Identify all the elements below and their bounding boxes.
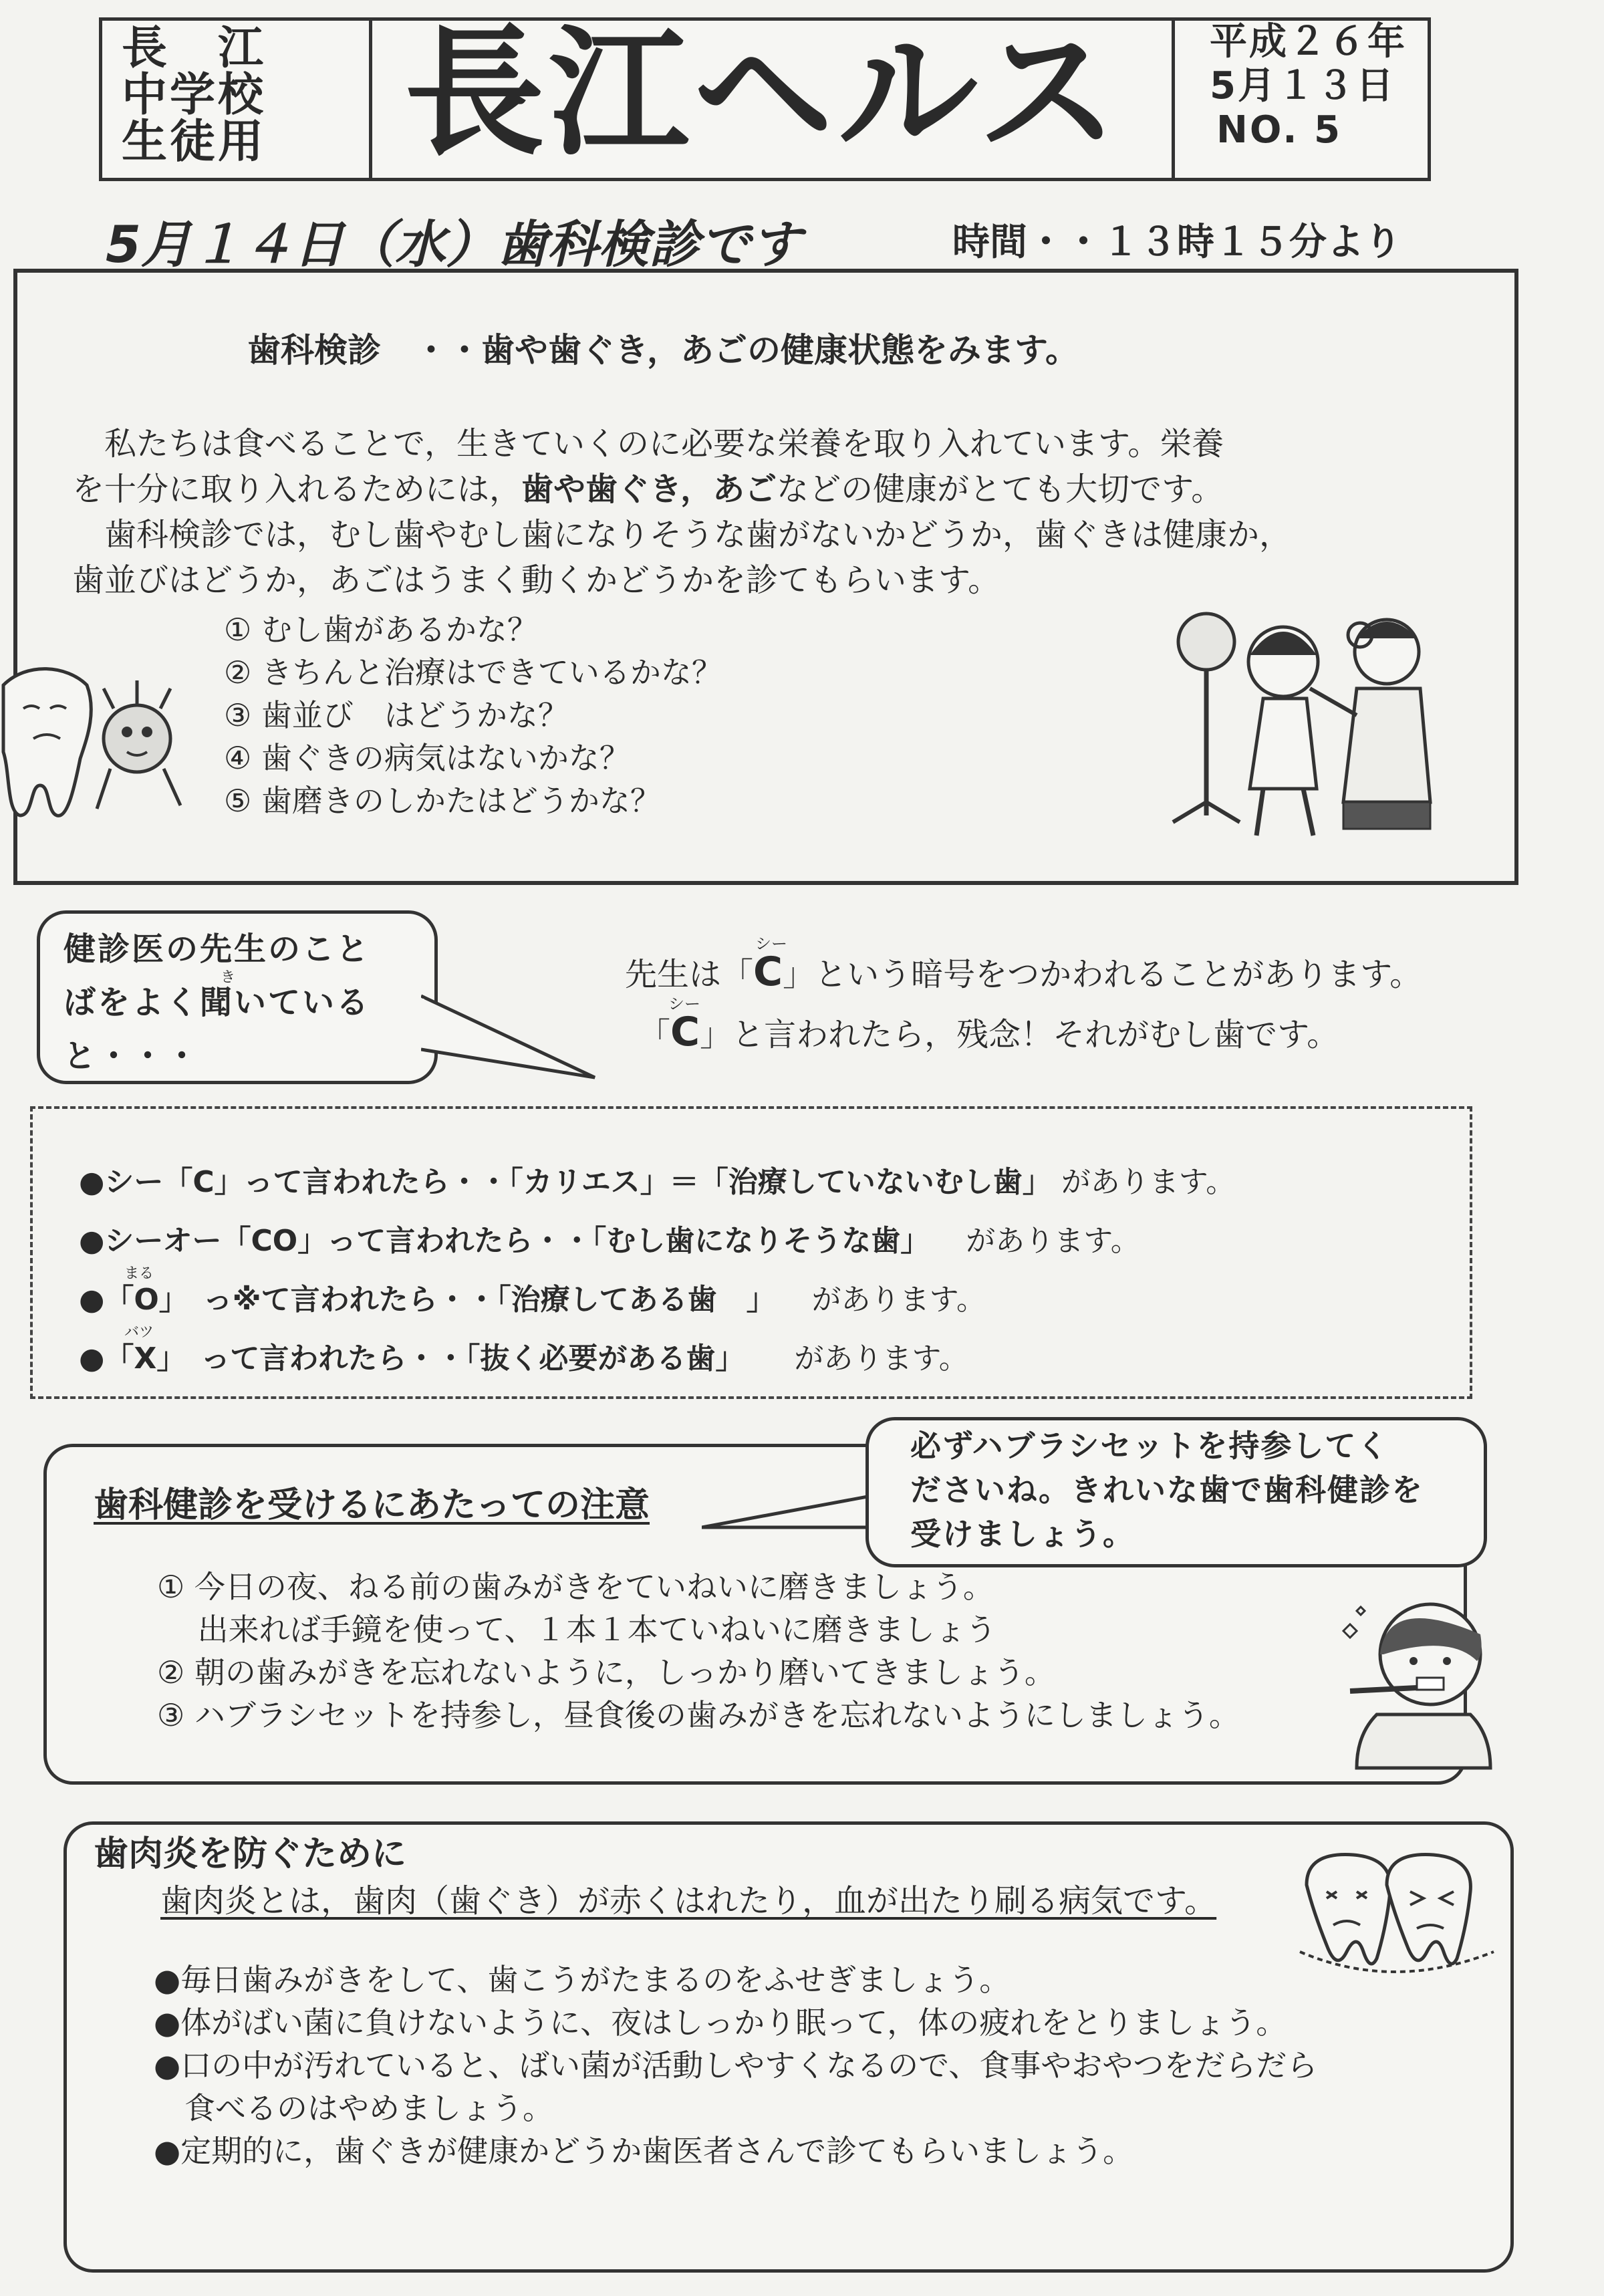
code-suffix: があります。 xyxy=(966,1224,1140,1258)
bubble-tail xyxy=(421,976,602,1083)
tooth-and-germ-illustration xyxy=(0,658,200,832)
girl-brushing-teeth-illustration xyxy=(1337,1591,1497,1778)
code-definition: ●「O」 っ※て言われたら・・「治療してある歯 」 xyxy=(79,1283,776,1317)
code-row xyxy=(79,1212,1235,1271)
intro-text: 先生は「 xyxy=(625,956,754,993)
bubble-tail xyxy=(702,1487,882,1547)
exam-time: 時間・・１３時１５分より xyxy=(952,221,1401,264)
note-item: ① 今日の夜、ねる前の歯みがきをていねいに磨きましょう。 xyxy=(157,1569,994,1605)
exam-info-paragraph xyxy=(72,421,1291,603)
code-suffix: があります。 xyxy=(1061,1165,1236,1199)
date-day: 5月１３日 xyxy=(1210,64,1395,108)
code-definition: ●シー「C」って言われたら・・「カリエス」＝「治療していないむし歯」 xyxy=(79,1165,1052,1199)
ruby-batsu: バツ xyxy=(124,1324,154,1341)
code-intro-line1 xyxy=(625,949,1422,997)
gingivitis-tips xyxy=(154,1958,1317,2172)
issue-number: NO. 5 xyxy=(1216,108,1342,152)
ruby-maru: まる xyxy=(124,1265,154,1282)
note-item: ② 朝の歯みがきを忘れないように，しっかり磨いてきましょう。 xyxy=(157,1654,1055,1690)
code-definition: ●シーオー「CO」って言われたら・・「むし歯になりそうな歯」 xyxy=(79,1224,930,1258)
intro-text: 」という暗号をつかわれることがあります。 xyxy=(783,956,1422,993)
code-suffix: があります。 xyxy=(811,1283,986,1317)
tip-item: 食べるのはやめましょう。 xyxy=(154,2090,553,2126)
gingivitis-heading: 歯肉炎を防ぐために xyxy=(94,1834,407,1874)
exam-notes-heading: 歯科健診を受けるにあたっての注意 xyxy=(94,1485,650,1525)
tip-item: ●毎日歯みがきをして、歯こうがたまるのをふせぎましょう。 xyxy=(154,1962,1011,1998)
bubble-line: 受けましょう。 xyxy=(910,1516,1135,1552)
tip-item: ●定期的に，歯ぐきが健康かどうか歯医者さんで診てもらいましょう。 xyxy=(154,2133,1134,2169)
checklist-item: ⑤ 歯磨きのしかたはどうかな？ xyxy=(224,783,661,819)
paragraph-line: 私たちは食べることで，生きていくのに必要な栄養を取り入れています。栄養 xyxy=(72,425,1224,463)
bubble-line: と・・・ xyxy=(63,1037,200,1075)
code-intro-line2 xyxy=(638,1009,1339,1057)
bubble-line: ださいね。きれいな歯で歯科健診を xyxy=(910,1472,1424,1508)
tip-item: ●口の中が汚れていると、ばい菌が活動しやすくなるので、食事やおやつをだらだら xyxy=(154,2047,1318,2083)
code-list xyxy=(79,1153,1235,1388)
paragraph-line: 歯並びはどうか，あごはうまく動くかどうかを診てもらいます。 xyxy=(72,561,1000,599)
exam-notes-list xyxy=(157,1565,1240,1737)
toothbrush-reminder xyxy=(910,1424,1424,1556)
paragraph-line xyxy=(72,467,1291,512)
dentist-checkup-illustration xyxy=(1163,602,1470,849)
checklist-item: ② きちんと治療はできているかな？ xyxy=(224,654,722,690)
tip-item: ●体がばい菌に負けないように、夜はしっかり眠って，体の疲れをとりましょう。 xyxy=(154,2005,1287,2041)
intro-text: 」と言われたら，残念！それがむし歯です。 xyxy=(700,1016,1339,1053)
checklist-item: ③ 歯並び はどうかな？ xyxy=(224,697,569,733)
code-row xyxy=(79,1324,1235,1388)
intro-text: 「 xyxy=(638,1016,671,1053)
checklist-item: ① むし歯があるかな？ xyxy=(224,612,538,648)
paragraph-text: などの健康がとても大切です。 xyxy=(777,471,1224,508)
exam-headline: 5月１４日（水）歯科検診です xyxy=(106,215,801,274)
paragraph-text: を十分に取り入れるためには， xyxy=(72,471,522,508)
code-suffix: があります。 xyxy=(794,1342,968,1376)
code-c: C xyxy=(670,1009,700,1055)
paragraph-line: 歯科検診では，むし歯やむし歯になりそうな歯がないかどうか，歯ぐきは健康か， xyxy=(72,516,1292,553)
school-name xyxy=(122,22,267,168)
checklist xyxy=(224,608,722,822)
checklist-item: ④ 歯ぐきの病気はないかな？ xyxy=(224,740,630,776)
school-line: 長 江 xyxy=(122,22,267,75)
speech-bubble-text xyxy=(63,922,370,1083)
school-line: 生徒用 xyxy=(122,116,267,168)
code-row xyxy=(79,1265,1235,1329)
bubble-line: 健診医の先生のこと xyxy=(63,930,371,968)
ruby-c: シー xyxy=(668,995,700,1013)
exam-info-heading: 歯科検診 ・・歯や歯ぐき，あごの健康状態をみます。 xyxy=(247,331,1079,370)
note-item: ③ ハブラシセットを持参し，昼食後の歯みがきを忘れないようにしましょう。 xyxy=(157,1697,1240,1733)
issue-date xyxy=(1210,20,1407,152)
sad-teeth-illustration xyxy=(1287,1845,1500,1979)
code-c: C xyxy=(753,948,783,995)
code-definition: ●「X」 って言われたら・・「抜く必要がある歯」 xyxy=(79,1342,745,1376)
note-item: 出来れば手鏡を使って、１本１本ていねいに磨きましょう xyxy=(157,1612,996,1648)
school-line: 中学校 xyxy=(122,69,267,122)
ruby-c: シー xyxy=(755,934,787,953)
date-era: 平成２６年 xyxy=(1210,20,1407,63)
bubble-line: 必ずハブラシセットを持参してく xyxy=(910,1428,1389,1464)
emphasis-text: 歯や歯ぐき，あご xyxy=(521,471,777,508)
gingivitis-intro: 歯肉炎とは，歯肉（歯ぐき）が赤くはれたり，血が出たり刷る病気です。 xyxy=(160,1882,1217,1920)
ruby-kiku: き xyxy=(221,969,236,986)
newsletter-title: 長江ヘルス xyxy=(404,11,1122,175)
code-row xyxy=(79,1153,1235,1212)
bubble-line: ばをよく聞いている xyxy=(63,984,371,1021)
